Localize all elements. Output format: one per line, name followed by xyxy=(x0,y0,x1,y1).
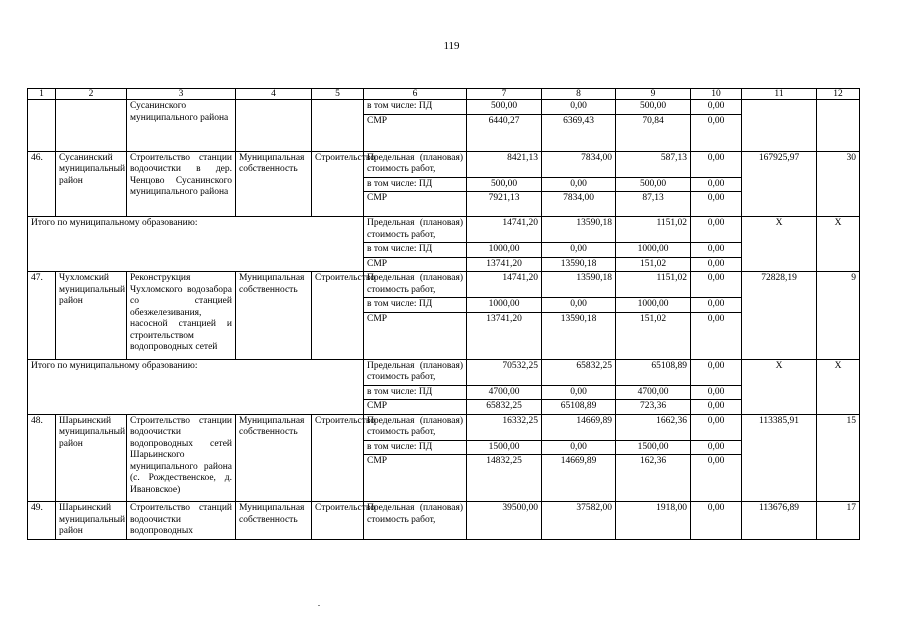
value-cell: 13741,20 xyxy=(467,257,542,272)
table-row xyxy=(28,359,860,385)
value-cell: 14741,20 xyxy=(467,217,542,243)
value-cell: 0,00 xyxy=(691,177,742,192)
value-cell: 1500,00 xyxy=(467,440,542,455)
value-cell: 500,00 xyxy=(467,100,542,115)
value-cell: 16332,25 xyxy=(467,414,542,440)
cell-empty xyxy=(236,100,312,152)
value-cell: 723,36 xyxy=(616,400,691,415)
value-col11: X xyxy=(742,359,817,414)
col-header: 9 xyxy=(616,89,691,100)
object-name: Реконструкция Чухломского водозабора со станцией обезжелезивания, насосной станцией и строительством водопроводных сетей xyxy=(127,272,236,360)
value-cell: 13590,18 xyxy=(542,257,616,272)
col-header: 7 xyxy=(467,89,542,100)
value-cell: 0,00 xyxy=(691,114,742,151)
value-cell: 14741,20 xyxy=(467,272,542,298)
smr-label: СМР xyxy=(364,312,467,359)
ownership: Муниципальная собственность xyxy=(236,151,312,217)
row-number: 47. xyxy=(28,272,56,360)
value-col11: 113676,89 xyxy=(742,502,817,540)
row-number: 49. xyxy=(28,502,56,540)
pd-label: в том числе: ПД xyxy=(364,100,467,115)
col-header: 4 xyxy=(236,89,312,100)
work-type: Строительство xyxy=(312,502,364,540)
page-number: 119 xyxy=(443,40,460,52)
smr-label: СМР xyxy=(364,114,467,151)
value-cell: 70,84 xyxy=(616,114,691,151)
value-col11: 113385,91 xyxy=(742,414,817,502)
value-cell: 65108,89 xyxy=(616,359,691,385)
col-header: 11 xyxy=(742,89,817,100)
value-cell: 0,00 xyxy=(691,359,742,385)
limit-label: Предельная (плановая) стоимость работ, xyxy=(364,272,467,298)
value-cell: 500,00 xyxy=(467,177,542,192)
limit-label: Предельная (плановая) стоимость работ, xyxy=(364,502,467,540)
value-cell: 0,00 xyxy=(691,414,742,440)
value-cell: 0,00 xyxy=(691,312,742,359)
pd-label: в том числе: ПД xyxy=(364,440,467,455)
value-cell: 37582,00 xyxy=(542,502,616,540)
col-header: 12 xyxy=(817,89,860,100)
value-cell: 151,02 xyxy=(616,257,691,272)
district-name: Шарьинский муниципальный район xyxy=(56,414,127,502)
value-col11: 72828,19 xyxy=(742,272,817,360)
value-cell: 0,00 xyxy=(691,385,742,400)
value-col12: X xyxy=(817,359,860,414)
value-cell: 4700,00 xyxy=(467,385,542,400)
value-cell: 1000,00 xyxy=(467,243,542,258)
object-name: Строительство станций водоочистки водопроводных xyxy=(127,502,236,540)
total-label: Итого по муниципальному образованию: xyxy=(28,217,364,272)
work-type: Строительство xyxy=(312,151,364,217)
object-name: Сусанинского муниципального района xyxy=(127,100,236,152)
limit-label: Предельная (плановая) стоимость работ, xyxy=(364,414,467,440)
value-cell: 7834,00 xyxy=(542,192,616,217)
smr-label: СМР xyxy=(364,192,467,217)
table-row xyxy=(28,414,860,440)
pd-label: в том числе: ПД xyxy=(364,298,467,313)
value-cell: 8421,13 xyxy=(467,151,542,177)
col-header: 2 xyxy=(56,89,127,100)
value-cell: 1662,36 xyxy=(616,414,691,440)
limit-label: Предельная (плановая) стоимость работ, xyxy=(364,217,467,243)
value-cell: 65832,25 xyxy=(542,359,616,385)
table-row xyxy=(28,151,860,177)
table-row xyxy=(28,217,860,243)
value-col12: 30 xyxy=(817,151,860,217)
value-cell: 1151,02 xyxy=(616,217,691,243)
value-cell: 39500,00 xyxy=(467,502,542,540)
value-cell: 14669,89 xyxy=(542,414,616,440)
limit-label: Предельная (плановая) стоимость работ, xyxy=(364,359,467,385)
value-cell: 0,00 xyxy=(542,298,616,313)
district-name: Чухломский муниципальный район xyxy=(56,272,127,360)
value-cell: 1151,02 xyxy=(616,272,691,298)
work-type: Строительство xyxy=(312,414,364,502)
scan-speck xyxy=(318,605,320,606)
col-header: 5 xyxy=(312,89,364,100)
col-header: 3 xyxy=(127,89,236,100)
value-cell: 65832,25 xyxy=(467,400,542,415)
value-cell: 0,00 xyxy=(691,100,742,115)
value-cell: 1918,00 xyxy=(616,502,691,540)
ownership: Муниципальная собственность xyxy=(236,502,312,540)
value-cell: 14832,25 xyxy=(467,455,542,502)
value-col12: X xyxy=(817,217,860,272)
value-cell: 65108,89 xyxy=(542,400,616,415)
value-col11: X xyxy=(742,217,817,272)
work-type: Строительство xyxy=(312,272,364,360)
cell-empty xyxy=(312,100,364,152)
pd-label: в том числе: ПД xyxy=(364,243,467,258)
table-row xyxy=(28,272,860,298)
value-cell: 500,00 xyxy=(616,100,691,115)
value-cell: 151,02 xyxy=(616,312,691,359)
value-cell: 1000,00 xyxy=(616,243,691,258)
district-name: Шарьинский муниципальный район xyxy=(56,502,127,540)
value-cell: 87,13 xyxy=(616,192,691,217)
value-cell: 0,00 xyxy=(542,100,616,115)
value-cell: 0,00 xyxy=(542,243,616,258)
col-header: 8 xyxy=(542,89,616,100)
value-cell: 0,00 xyxy=(691,151,742,177)
value-cell: 7834,00 xyxy=(542,151,616,177)
col-header: 10 xyxy=(691,89,742,100)
value-cell: 6440,27 xyxy=(467,114,542,151)
value-cell: 1500,00 xyxy=(616,440,691,455)
value-cell: 500,00 xyxy=(616,177,691,192)
object-name: Строительство станции водоочистки в дер. Ченцово Сусанинского муниципального района xyxy=(127,151,236,217)
row-number: 48. xyxy=(28,414,56,502)
ownership: Муниципальная собственность xyxy=(236,272,312,360)
ownership: Муниципальная собственность xyxy=(236,414,312,502)
value-cell: 7921,13 xyxy=(467,192,542,217)
value-cell: 162,36 xyxy=(616,455,691,502)
value-col12: 15 xyxy=(817,414,860,502)
value-cell: 0,00 xyxy=(542,385,616,400)
value-col12: 9 xyxy=(817,272,860,360)
value-cell: 6369,43 xyxy=(542,114,616,151)
smr-label: СМР xyxy=(364,455,467,502)
col-header: 1 xyxy=(28,89,56,100)
smr-label: СМР xyxy=(364,257,467,272)
value-cell: 0,00 xyxy=(691,502,742,540)
value-cell: 13590,18 xyxy=(542,312,616,359)
pd-label: в том числе: ПД xyxy=(364,385,467,400)
value-cell: 0,00 xyxy=(691,440,742,455)
value-cell: 0,00 xyxy=(691,243,742,258)
value-cell: 14669,89 xyxy=(542,455,616,502)
value-cell: 1000,00 xyxy=(616,298,691,313)
row-number: 46. xyxy=(28,151,56,217)
table-row xyxy=(28,502,860,540)
value-cell: 13590,18 xyxy=(542,272,616,298)
value-cell: 0,00 xyxy=(691,272,742,298)
limit-label: Предельная (плановая) стоимость работ, xyxy=(364,151,467,177)
smr-label: СМР xyxy=(364,400,467,415)
total-label: Итого по муниципальному образованию: xyxy=(28,359,364,414)
table-row xyxy=(28,100,860,115)
value-col12: 17 xyxy=(817,502,860,540)
value-cell: 0,00 xyxy=(691,298,742,313)
value-cell: 0,00 xyxy=(691,455,742,502)
pd-label: в том числе: ПД xyxy=(364,177,467,192)
cell-empty xyxy=(817,100,860,152)
investment-table xyxy=(27,88,860,540)
value-cell: 0,00 xyxy=(691,192,742,217)
column-number-row xyxy=(28,89,860,100)
col-header: 6 xyxy=(364,89,467,100)
district-name: Сусанинский муниципальный район xyxy=(56,151,127,217)
value-cell: 70532,25 xyxy=(467,359,542,385)
cell-empty xyxy=(742,100,817,152)
value-cell: 0,00 xyxy=(691,217,742,243)
value-cell: 4700,00 xyxy=(616,385,691,400)
value-cell: 0,00 xyxy=(542,440,616,455)
value-cell: 13741,20 xyxy=(467,312,542,359)
value-cell: 13590,18 xyxy=(542,217,616,243)
value-col11: 167925,97 xyxy=(742,151,817,217)
value-cell: 0,00 xyxy=(691,400,742,415)
cell-empty xyxy=(28,100,56,152)
cell-empty xyxy=(56,100,127,152)
value-cell: 1000,00 xyxy=(467,298,542,313)
value-cell: 0,00 xyxy=(542,177,616,192)
value-cell: 587,13 xyxy=(616,151,691,177)
object-name: Строительство станции водоочистки водопроводных сетей Шарьинского муниципального района (с. Рождественское, д. Ивановское) xyxy=(127,414,236,502)
value-cell: 0,00 xyxy=(691,257,742,272)
